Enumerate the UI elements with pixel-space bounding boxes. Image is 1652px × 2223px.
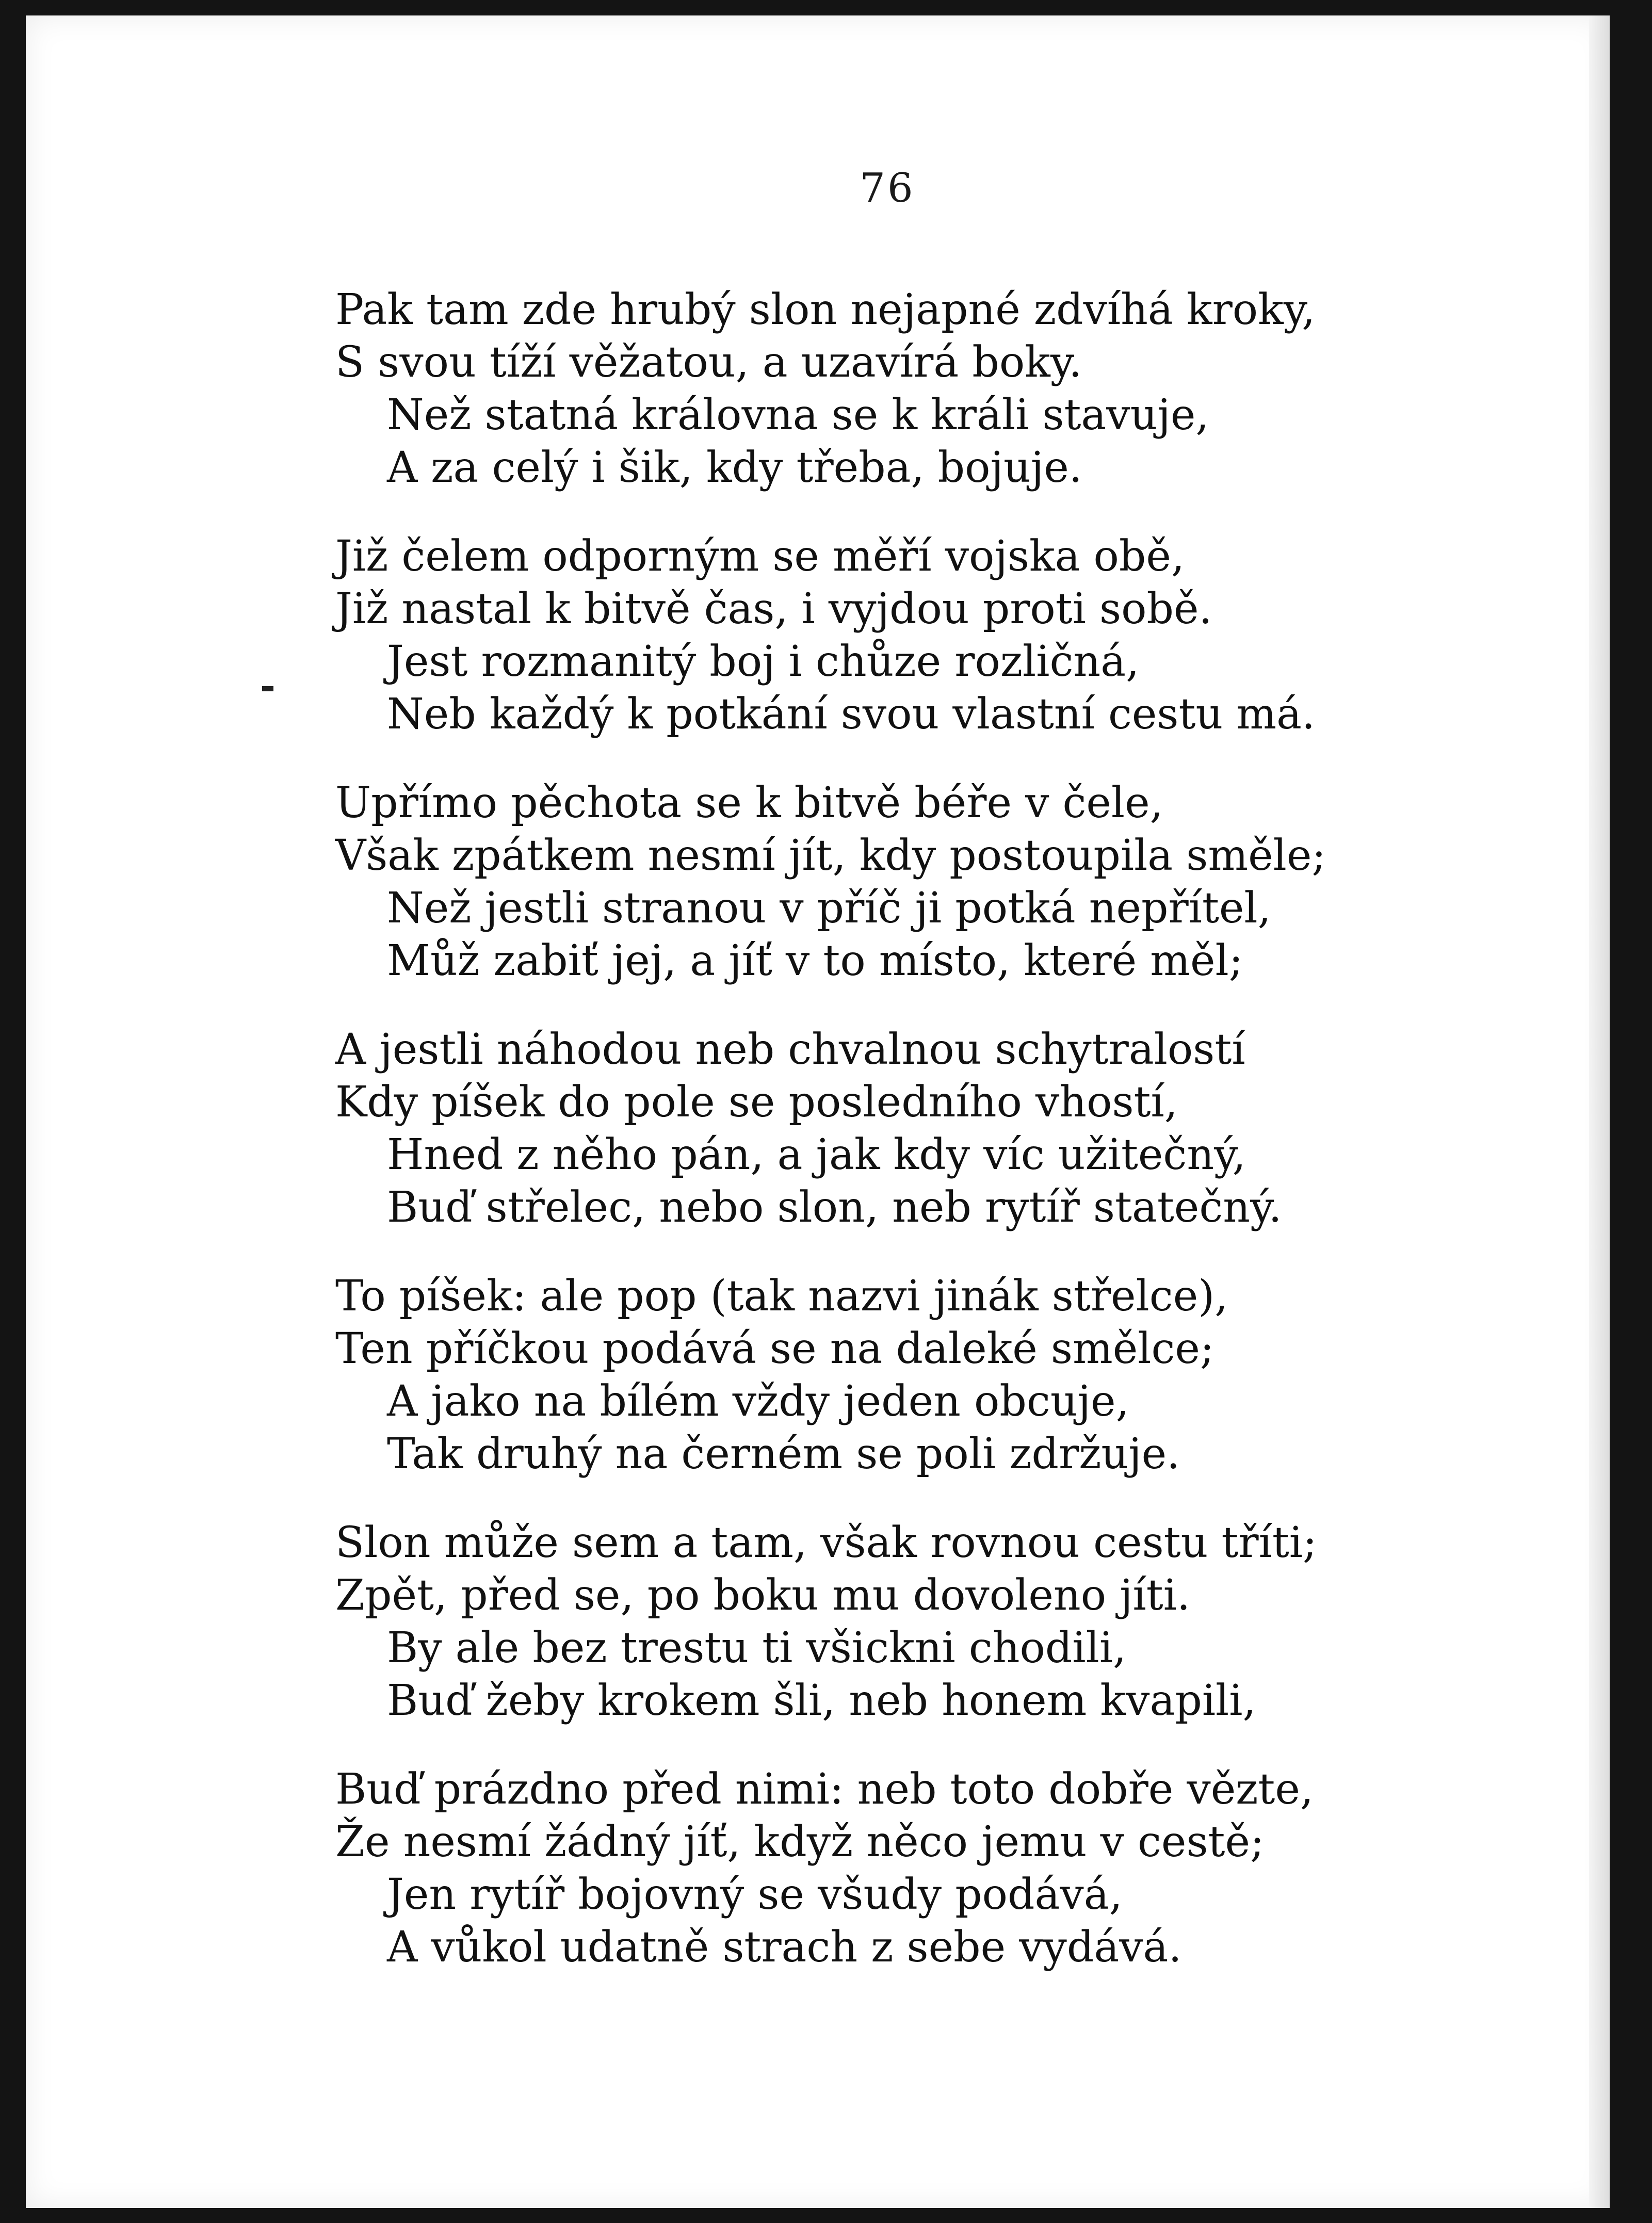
verse-line: Buď střelec, nebo slon, neb rytíř statečný. — [387, 1183, 1282, 1232]
verse-line: Než jestli stranou v příč ji potká nepřítel, — [387, 884, 1271, 933]
verse-line: Že nesmí žádný jíť, když něco jemu v cestě; — [335, 1818, 1265, 1867]
verse-line: Buď prázdno před nimi: neb toto dobře vězte, — [335, 1765, 1314, 1814]
verse-line: Tak druhý na černém se poli zdržuje. — [387, 1430, 1180, 1479]
page-number: 76 — [860, 165, 915, 212]
verse-line: A za celý i šik, kdy třeba, bojuje. — [387, 443, 1082, 492]
verse-line: Buď žeby krokem šli, neb honem kvapili, — [387, 1676, 1256, 1725]
verse-line: To píšek: ale pop (tak nazvi jinák střelce), — [335, 1272, 1228, 1321]
verse-line: Hned z něho pán, a jak kdy víc užitečný, — [387, 1130, 1246, 1179]
verse-line: Neb každý k potkání svou vlastní cestu má. — [387, 690, 1316, 739]
stanza — [335, 1763, 1470, 1974]
verse-line: A vůkol udatně strach z sebe vydává. — [387, 1923, 1182, 1972]
verse-line: Pak tam zde hrubý slon nejapné zdvíhá kroky, — [335, 285, 1316, 334]
stanza — [335, 1517, 1470, 1727]
verse-line: Již čelem odporným se měří vojska obě, — [335, 532, 1185, 581]
verse-line: Zpět, před se, po boku mu dovoleno jíti. — [335, 1571, 1191, 1620]
verse-line: Můž zabiť jej, a jíť v to místo, které měl; — [387, 936, 1243, 985]
stanza — [335, 1270, 1470, 1481]
page-edge-shadow — [1589, 15, 1610, 2208]
verse-line: By ale bez trestu ti všickni chodili, — [387, 1624, 1127, 1673]
stanza — [335, 530, 1470, 741]
verse-line: Kdy píšek do pole se posledního vhostí, — [335, 1078, 1178, 1127]
ink-mark — [262, 686, 273, 691]
stanza — [335, 1024, 1470, 1234]
stanza — [335, 777, 1470, 987]
verse-line: Než statná královna se k králi stavuje, — [387, 391, 1209, 440]
verse-line: Jest rozmanitý boj i chůze rozličná, — [387, 637, 1140, 686]
book-page — [26, 15, 1610, 2208]
poem-body — [335, 284, 1470, 2010]
stanza — [335, 284, 1470, 494]
verse-line: A jestli náhodou neb chvalnou schytralostí — [335, 1025, 1245, 1074]
verse-line: Však zpátkem nesmí jít, kdy postoupila směle; — [335, 831, 1326, 880]
verse-line: A jako na bílém vždy jeden obcuje, — [387, 1377, 1129, 1426]
verse-line: Jen rytíř bojovný se všudy podává, — [387, 1870, 1123, 1919]
verse-line: Upřímo pěchota se k bitvě béře v čele, — [335, 778, 1163, 827]
verse-line: Ten příčkou podává se na daleké smělce; — [335, 1324, 1214, 1373]
verse-line: S svou tíží věžatou, a uzavírá boky. — [335, 338, 1082, 387]
verse-line: Již nastal k bitvě čas, i vyjdou proti sobě. — [335, 585, 1212, 634]
verse-line: Slon může sem a tam, však rovnou cestu tříti; — [335, 1518, 1317, 1567]
